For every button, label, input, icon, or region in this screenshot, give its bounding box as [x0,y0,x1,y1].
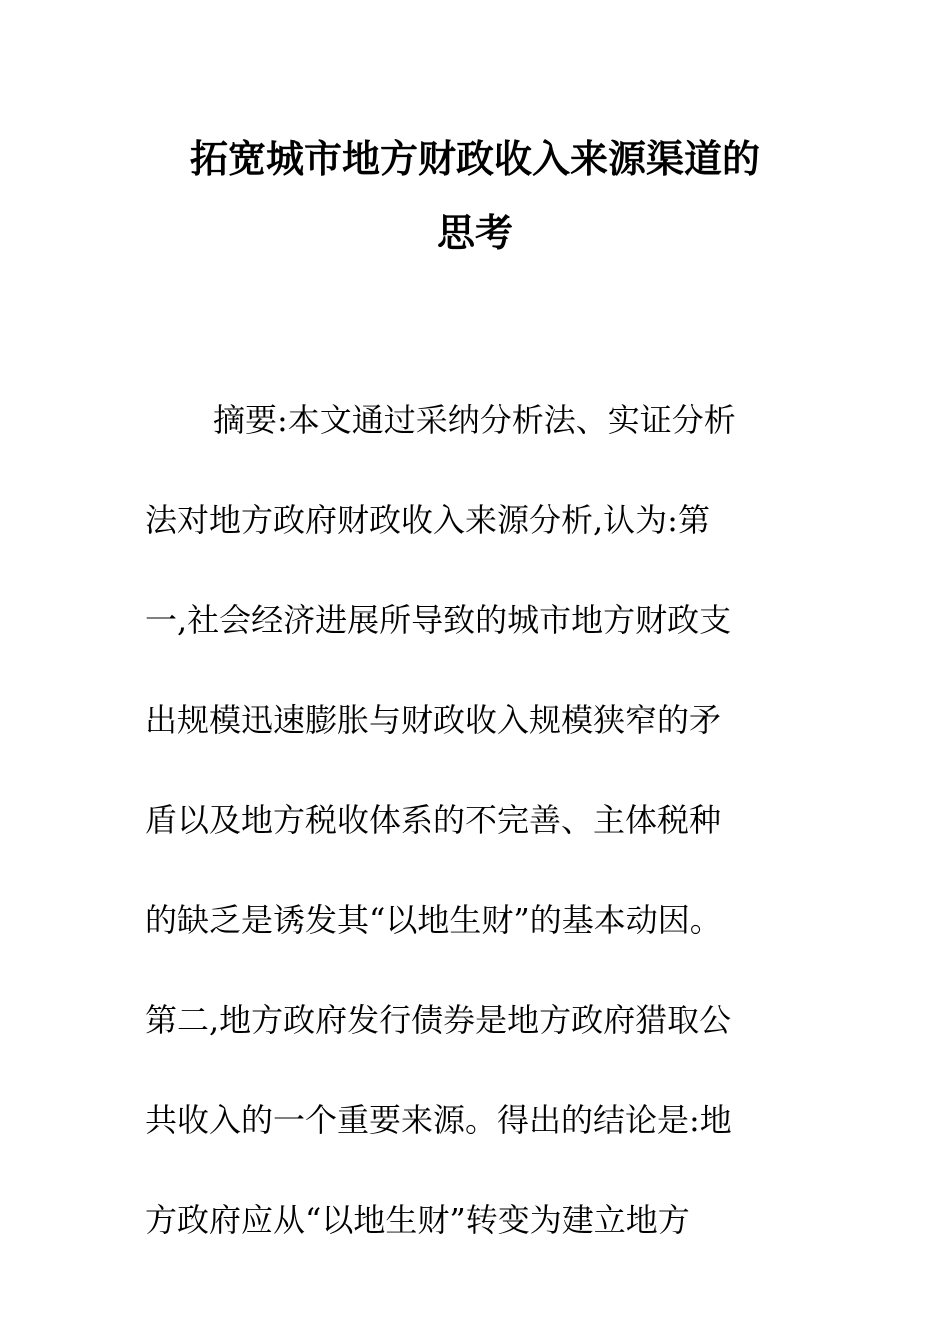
abstract-paragraph [145,370,805,1270]
abstract-line-1: 摘要:本文通过采纳分析法、实证分析 [213,401,736,439]
document-title [145,122,805,270]
abstract-line-4: 出规模迅速膨胀与财政收入规模狭窄的矛 [145,701,722,739]
abstract-line-5: 盾以及地方税收体系的不完善、主体税种 [145,801,722,839]
title-line-1: 拓宽城市地方财政收入来源渠道的 [189,136,760,181]
abstract-line-8: 共收入的一个重要来源。得出的结论是:地 [145,1101,732,1139]
abstract-line-6: 的缺乏是诱发其“以地生财”的基本动因。 [145,901,722,939]
abstract-line-3: 一,社会经济进展所导致的城市地方财政支 [145,601,732,639]
abstract-line-2: 法对地方政府财政收入来源分析,认为:第 [145,501,710,539]
abstract-line-9: 方政府应从“以地生财”转变为建立地方 [145,1201,690,1239]
abstract-line-7: 第二,地方政府发行债券是地方政府猎取公 [145,1001,732,1039]
title-line-2: 思考 [436,210,513,255]
